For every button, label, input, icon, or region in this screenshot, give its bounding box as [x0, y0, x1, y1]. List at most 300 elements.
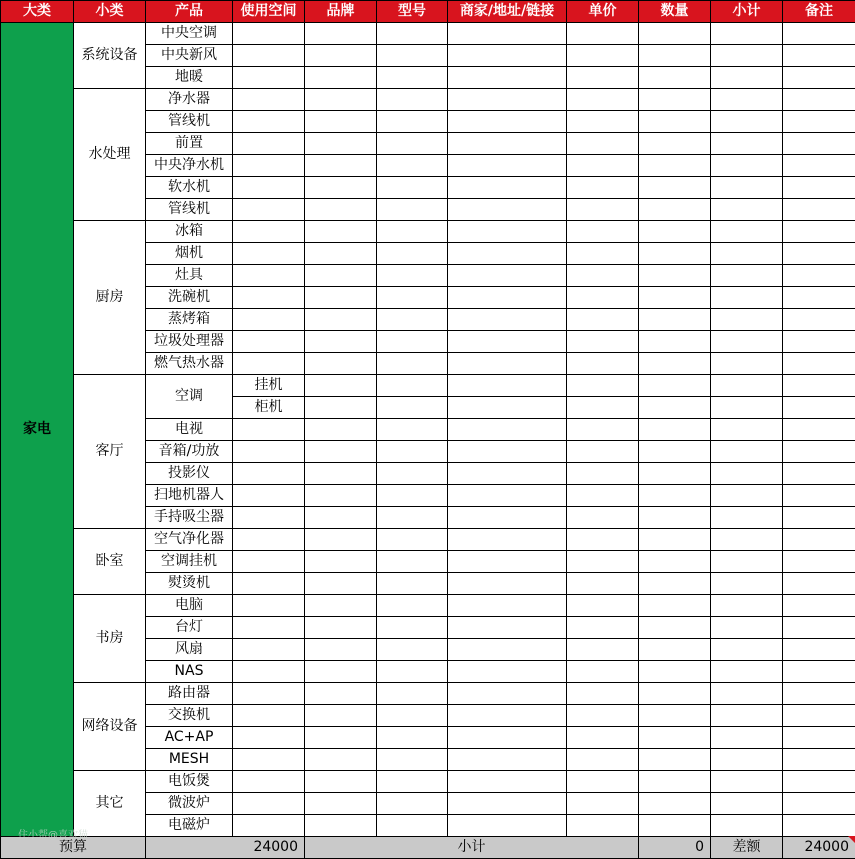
data-cell[interactable] — [567, 353, 639, 375]
data-cell[interactable] — [567, 243, 639, 265]
data-cell[interactable] — [305, 551, 377, 573]
data-cell[interactable] — [639, 815, 711, 837]
data-cell[interactable] — [639, 507, 711, 529]
data-cell[interactable] — [305, 441, 377, 463]
data-cell[interactable] — [711, 661, 783, 683]
data-cell[interactable] — [377, 485, 448, 507]
data-cell[interactable] — [377, 551, 448, 573]
data-cell[interactable] — [448, 749, 567, 771]
data-cell[interactable] — [233, 639, 305, 661]
data-cell[interactable] — [567, 111, 639, 133]
data-cell[interactable] — [377, 111, 448, 133]
data-cell[interactable] — [783, 177, 855, 199]
data-cell[interactable] — [639, 727, 711, 749]
data-cell[interactable] — [567, 793, 639, 815]
data-cell[interactable] — [377, 243, 448, 265]
data-cell[interactable] — [639, 375, 711, 397]
data-cell[interactable] — [567, 89, 639, 111]
data-cell[interactable] — [448, 199, 567, 221]
product-cell[interactable]: 中央新风 — [146, 45, 233, 67]
data-cell[interactable] — [305, 397, 377, 419]
product-cell[interactable]: MESH — [146, 749, 233, 771]
data-cell[interactable] — [567, 67, 639, 89]
diff-label[interactable]: 差额 — [711, 837, 783, 859]
data-cell[interactable] — [711, 287, 783, 309]
data-cell[interactable] — [711, 485, 783, 507]
data-cell[interactable] — [305, 133, 377, 155]
data-cell[interactable] — [783, 265, 855, 287]
data-cell[interactable] — [305, 353, 377, 375]
data-cell[interactable] — [567, 287, 639, 309]
data-cell[interactable] — [377, 749, 448, 771]
data-cell[interactable] — [377, 375, 448, 397]
data-cell[interactable] — [639, 463, 711, 485]
data-cell[interactable] — [711, 441, 783, 463]
data-cell[interactable] — [233, 199, 305, 221]
space-cell[interactable]: 柜机 — [233, 397, 305, 419]
data-cell[interactable] — [639, 111, 711, 133]
data-cell[interactable] — [448, 375, 567, 397]
data-cell[interactable] — [377, 639, 448, 661]
data-cell[interactable] — [305, 529, 377, 551]
data-cell[interactable] — [305, 793, 377, 815]
data-cell[interactable] — [305, 507, 377, 529]
data-cell[interactable] — [448, 331, 567, 353]
data-cell[interactable] — [711, 221, 783, 243]
data-cell[interactable] — [639, 265, 711, 287]
product-cell[interactable]: 路由器 — [146, 683, 233, 705]
data-cell[interactable] — [711, 551, 783, 573]
data-cell[interactable] — [305, 155, 377, 177]
column-header[interactable]: 品牌 — [305, 1, 377, 23]
data-cell[interactable] — [377, 419, 448, 441]
data-cell[interactable] — [711, 771, 783, 793]
data-cell[interactable] — [233, 507, 305, 529]
data-cell[interactable] — [783, 705, 855, 727]
data-cell[interactable] — [711, 595, 783, 617]
product-cell[interactable]: 投影仪 — [146, 463, 233, 485]
budget-value[interactable]: 24000 — [146, 837, 305, 859]
data-cell[interactable] — [377, 771, 448, 793]
data-cell[interactable] — [377, 133, 448, 155]
data-cell[interactable] — [233, 221, 305, 243]
data-cell[interactable] — [233, 111, 305, 133]
data-cell[interactable] — [567, 441, 639, 463]
data-cell[interactable] — [233, 287, 305, 309]
data-cell[interactable] — [233, 243, 305, 265]
data-cell[interactable] — [448, 23, 567, 45]
budget-label[interactable]: 预算 — [1, 837, 146, 859]
data-cell[interactable] — [711, 353, 783, 375]
product-cell[interactable]: 空调 — [146, 375, 233, 419]
data-cell[interactable] — [567, 749, 639, 771]
data-cell[interactable] — [448, 485, 567, 507]
data-cell[interactable] — [567, 551, 639, 573]
data-cell[interactable] — [305, 199, 377, 221]
data-cell[interactable] — [377, 199, 448, 221]
data-cell[interactable] — [305, 375, 377, 397]
data-cell[interactable] — [233, 551, 305, 573]
data-cell[interactable] — [567, 375, 639, 397]
data-cell[interactable] — [233, 155, 305, 177]
data-cell[interactable] — [783, 89, 855, 111]
data-cell[interactable] — [233, 309, 305, 331]
data-cell[interactable] — [448, 595, 567, 617]
data-cell[interactable] — [305, 265, 377, 287]
data-cell[interactable] — [567, 419, 639, 441]
data-cell[interactable] — [567, 265, 639, 287]
data-cell[interactable] — [305, 815, 377, 837]
data-cell[interactable] — [305, 309, 377, 331]
data-cell[interactable] — [783, 573, 855, 595]
subcategory-cell[interactable]: 水处理 — [74, 89, 146, 221]
data-cell[interactable] — [305, 221, 377, 243]
data-cell[interactable] — [783, 133, 855, 155]
data-cell[interactable] — [567, 485, 639, 507]
data-cell[interactable] — [377, 67, 448, 89]
data-cell[interactable] — [233, 529, 305, 551]
product-cell[interactable]: 软水机 — [146, 177, 233, 199]
data-cell[interactable] — [233, 23, 305, 45]
subtotal-value[interactable]: 0 — [639, 837, 711, 859]
subcategory-cell[interactable]: 卧室 — [74, 529, 146, 595]
data-cell[interactable] — [711, 265, 783, 287]
data-cell[interactable] — [377, 309, 448, 331]
data-cell[interactable] — [448, 133, 567, 155]
data-cell[interactable] — [567, 23, 639, 45]
data-cell[interactable] — [377, 397, 448, 419]
data-cell[interactable] — [233, 265, 305, 287]
data-cell[interactable] — [783, 23, 855, 45]
data-cell[interactable] — [783, 397, 855, 419]
data-cell[interactable] — [377, 529, 448, 551]
data-cell[interactable] — [639, 45, 711, 67]
product-cell[interactable]: 中央空调 — [146, 23, 233, 45]
data-cell[interactable] — [377, 45, 448, 67]
data-cell[interactable] — [448, 551, 567, 573]
product-cell[interactable]: 管线机 — [146, 199, 233, 221]
data-cell[interactable] — [639, 221, 711, 243]
data-cell[interactable] — [783, 243, 855, 265]
data-cell[interactable] — [233, 661, 305, 683]
data-cell[interactable] — [305, 705, 377, 727]
data-cell[interactable] — [567, 617, 639, 639]
data-cell[interactable] — [711, 177, 783, 199]
data-cell[interactable] — [567, 529, 639, 551]
data-cell[interactable] — [783, 683, 855, 705]
data-cell[interactable] — [783, 771, 855, 793]
data-cell[interactable] — [783, 727, 855, 749]
data-cell[interactable] — [377, 221, 448, 243]
data-cell[interactable] — [783, 507, 855, 529]
product-cell[interactable]: 净水器 — [146, 89, 233, 111]
data-cell[interactable] — [448, 529, 567, 551]
data-cell[interactable] — [567, 683, 639, 705]
data-cell[interactable] — [305, 661, 377, 683]
diff-value[interactable]: 24000 — [783, 837, 855, 859]
data-cell[interactable] — [711, 67, 783, 89]
data-cell[interactable] — [448, 771, 567, 793]
product-cell[interactable]: 音箱/功放 — [146, 441, 233, 463]
product-cell[interactable]: 扫地机器人 — [146, 485, 233, 507]
data-cell[interactable] — [448, 815, 567, 837]
data-cell[interactable] — [567, 155, 639, 177]
data-cell[interactable] — [567, 221, 639, 243]
product-cell[interactable]: 电磁炉 — [146, 815, 233, 837]
data-cell[interactable] — [711, 111, 783, 133]
data-cell[interactable] — [567, 397, 639, 419]
product-cell[interactable]: 风扇 — [146, 639, 233, 661]
data-cell[interactable] — [305, 89, 377, 111]
data-cell[interactable] — [233, 573, 305, 595]
data-cell[interactable] — [233, 133, 305, 155]
product-cell[interactable]: 电饭煲 — [146, 771, 233, 793]
data-cell[interactable] — [233, 463, 305, 485]
data-cell[interactable] — [783, 485, 855, 507]
data-cell[interactable] — [711, 507, 783, 529]
data-cell[interactable] — [305, 287, 377, 309]
data-cell[interactable] — [711, 683, 783, 705]
product-cell[interactable]: 电视 — [146, 419, 233, 441]
data-cell[interactable] — [377, 573, 448, 595]
data-cell[interactable] — [233, 617, 305, 639]
data-cell[interactable] — [711, 397, 783, 419]
product-cell[interactable]: 中央净水机 — [146, 155, 233, 177]
data-cell[interactable] — [448, 617, 567, 639]
data-cell[interactable] — [567, 309, 639, 331]
data-cell[interactable] — [639, 529, 711, 551]
data-cell[interactable] — [233, 727, 305, 749]
data-cell[interactable] — [448, 727, 567, 749]
data-cell[interactable] — [377, 661, 448, 683]
data-cell[interactable] — [567, 815, 639, 837]
data-cell[interactable] — [448, 89, 567, 111]
data-cell[interactable] — [711, 749, 783, 771]
data-cell[interactable] — [639, 397, 711, 419]
data-cell[interactable] — [783, 639, 855, 661]
product-cell[interactable]: 空气净化器 — [146, 529, 233, 551]
data-cell[interactable] — [233, 793, 305, 815]
data-cell[interactable] — [233, 683, 305, 705]
data-cell[interactable] — [639, 133, 711, 155]
data-cell[interactable] — [377, 23, 448, 45]
column-header[interactable]: 商家/地址/链接 — [448, 1, 567, 23]
data-cell[interactable] — [377, 155, 448, 177]
data-cell[interactable] — [377, 287, 448, 309]
data-cell[interactable] — [448, 441, 567, 463]
data-cell[interactable] — [639, 441, 711, 463]
data-cell[interactable] — [639, 661, 711, 683]
data-cell[interactable] — [639, 793, 711, 815]
data-cell[interactable] — [305, 573, 377, 595]
data-cell[interactable] — [783, 221, 855, 243]
column-header[interactable]: 使用空间 — [233, 1, 305, 23]
data-cell[interactable] — [639, 67, 711, 89]
data-cell[interactable] — [783, 67, 855, 89]
data-cell[interactable] — [711, 419, 783, 441]
data-cell[interactable] — [377, 463, 448, 485]
data-cell[interactable] — [567, 463, 639, 485]
data-cell[interactable] — [783, 617, 855, 639]
column-header[interactable]: 型号 — [377, 1, 448, 23]
data-cell[interactable] — [377, 177, 448, 199]
data-cell[interactable] — [711, 375, 783, 397]
data-cell[interactable] — [711, 617, 783, 639]
data-cell[interactable] — [567, 45, 639, 67]
data-cell[interactable] — [305, 485, 377, 507]
data-cell[interactable] — [305, 45, 377, 67]
product-cell[interactable]: 前置 — [146, 133, 233, 155]
product-cell[interactable]: 洗碗机 — [146, 287, 233, 309]
data-cell[interactable] — [783, 331, 855, 353]
data-cell[interactable] — [377, 727, 448, 749]
subcategory-cell[interactable]: 客厅 — [74, 375, 146, 529]
column-header[interactable]: 小类 — [74, 1, 146, 23]
data-cell[interactable] — [639, 353, 711, 375]
data-cell[interactable] — [377, 331, 448, 353]
data-cell[interactable] — [233, 441, 305, 463]
data-cell[interactable] — [639, 287, 711, 309]
data-cell[interactable] — [783, 155, 855, 177]
data-cell[interactable] — [448, 287, 567, 309]
data-cell[interactable] — [567, 639, 639, 661]
data-cell[interactable] — [448, 573, 567, 595]
data-cell[interactable] — [783, 441, 855, 463]
data-cell[interactable] — [233, 353, 305, 375]
data-cell[interactable] — [711, 815, 783, 837]
data-cell[interactable] — [305, 639, 377, 661]
column-header[interactable]: 备注 — [783, 1, 855, 23]
data-cell[interactable] — [233, 67, 305, 89]
data-cell[interactable] — [233, 485, 305, 507]
data-cell[interactable] — [567, 727, 639, 749]
data-cell[interactable] — [783, 353, 855, 375]
data-cell[interactable] — [567, 573, 639, 595]
column-header[interactable]: 产品 — [146, 1, 233, 23]
data-cell[interactable] — [783, 199, 855, 221]
subcategory-cell[interactable]: 其它 — [74, 771, 146, 837]
data-cell[interactable] — [233, 177, 305, 199]
data-cell[interactable] — [377, 683, 448, 705]
data-cell[interactable] — [305, 67, 377, 89]
data-cell[interactable] — [448, 639, 567, 661]
product-cell[interactable]: 电脑 — [146, 595, 233, 617]
data-cell[interactable] — [233, 815, 305, 837]
data-cell[interactable] — [305, 463, 377, 485]
data-cell[interactable] — [783, 463, 855, 485]
column-header[interactable]: 大类 — [1, 1, 74, 23]
column-header[interactable]: 数量 — [639, 1, 711, 23]
data-cell[interactable] — [305, 331, 377, 353]
data-cell[interactable] — [233, 749, 305, 771]
data-cell[interactable] — [783, 529, 855, 551]
data-cell[interactable] — [448, 683, 567, 705]
data-cell[interactable] — [305, 23, 377, 45]
data-cell[interactable] — [639, 177, 711, 199]
data-cell[interactable] — [448, 111, 567, 133]
data-cell[interactable] — [305, 243, 377, 265]
subcategory-cell[interactable]: 系统设备 — [74, 23, 146, 89]
data-cell[interactable] — [305, 683, 377, 705]
data-cell[interactable] — [567, 199, 639, 221]
data-cell[interactable] — [377, 441, 448, 463]
data-cell[interactable] — [377, 595, 448, 617]
data-cell[interactable] — [639, 749, 711, 771]
product-cell[interactable]: 灶具 — [146, 265, 233, 287]
data-cell[interactable] — [448, 221, 567, 243]
data-cell[interactable] — [377, 705, 448, 727]
product-cell[interactable]: 手持吸尘器 — [146, 507, 233, 529]
data-cell[interactable] — [639, 639, 711, 661]
data-cell[interactable] — [639, 485, 711, 507]
data-cell[interactable] — [711, 331, 783, 353]
data-cell[interactable] — [639, 331, 711, 353]
data-cell[interactable] — [639, 683, 711, 705]
data-cell[interactable] — [448, 309, 567, 331]
data-cell[interactable] — [448, 177, 567, 199]
data-cell[interactable] — [233, 705, 305, 727]
data-cell[interactable] — [711, 529, 783, 551]
product-cell[interactable]: 交换机 — [146, 705, 233, 727]
data-cell[interactable] — [567, 331, 639, 353]
data-cell[interactable] — [711, 727, 783, 749]
data-cell[interactable] — [567, 771, 639, 793]
data-cell[interactable] — [448, 793, 567, 815]
data-cell[interactable] — [448, 265, 567, 287]
data-cell[interactable] — [233, 45, 305, 67]
data-cell[interactable] — [233, 771, 305, 793]
data-cell[interactable] — [639, 243, 711, 265]
data-cell[interactable] — [639, 199, 711, 221]
data-cell[interactable] — [783, 661, 855, 683]
data-cell[interactable] — [448, 67, 567, 89]
data-cell[interactable] — [639, 771, 711, 793]
data-cell[interactable] — [639, 309, 711, 331]
data-cell[interactable] — [783, 287, 855, 309]
product-cell[interactable]: 地暖 — [146, 67, 233, 89]
data-cell[interactable] — [639, 617, 711, 639]
subcategory-cell[interactable]: 书房 — [74, 595, 146, 683]
product-cell[interactable]: 熨烫机 — [146, 573, 233, 595]
data-cell[interactable] — [639, 573, 711, 595]
data-cell[interactable] — [377, 353, 448, 375]
data-cell[interactable] — [448, 353, 567, 375]
data-cell[interactable] — [305, 727, 377, 749]
data-cell[interactable] — [711, 89, 783, 111]
data-cell[interactable] — [783, 749, 855, 771]
column-header[interactable]: 单价 — [567, 1, 639, 23]
data-cell[interactable] — [305, 419, 377, 441]
product-cell[interactable]: 冰箱 — [146, 221, 233, 243]
data-cell[interactable] — [377, 89, 448, 111]
subcategory-cell[interactable]: 厨房 — [74, 221, 146, 375]
data-cell[interactable] — [639, 419, 711, 441]
data-cell[interactable] — [377, 815, 448, 837]
data-cell[interactable] — [639, 595, 711, 617]
data-cell[interactable] — [639, 23, 711, 45]
data-cell[interactable] — [711, 639, 783, 661]
data-cell[interactable] — [233, 595, 305, 617]
data-cell[interactable] — [567, 661, 639, 683]
data-cell[interactable] — [233, 89, 305, 111]
data-cell[interactable] — [305, 595, 377, 617]
data-cell[interactable] — [639, 155, 711, 177]
data-cell[interactable] — [448, 661, 567, 683]
data-cell[interactable] — [711, 793, 783, 815]
data-cell[interactable] — [783, 111, 855, 133]
product-cell[interactable]: 垃圾处理器 — [146, 331, 233, 353]
data-cell[interactable] — [711, 705, 783, 727]
